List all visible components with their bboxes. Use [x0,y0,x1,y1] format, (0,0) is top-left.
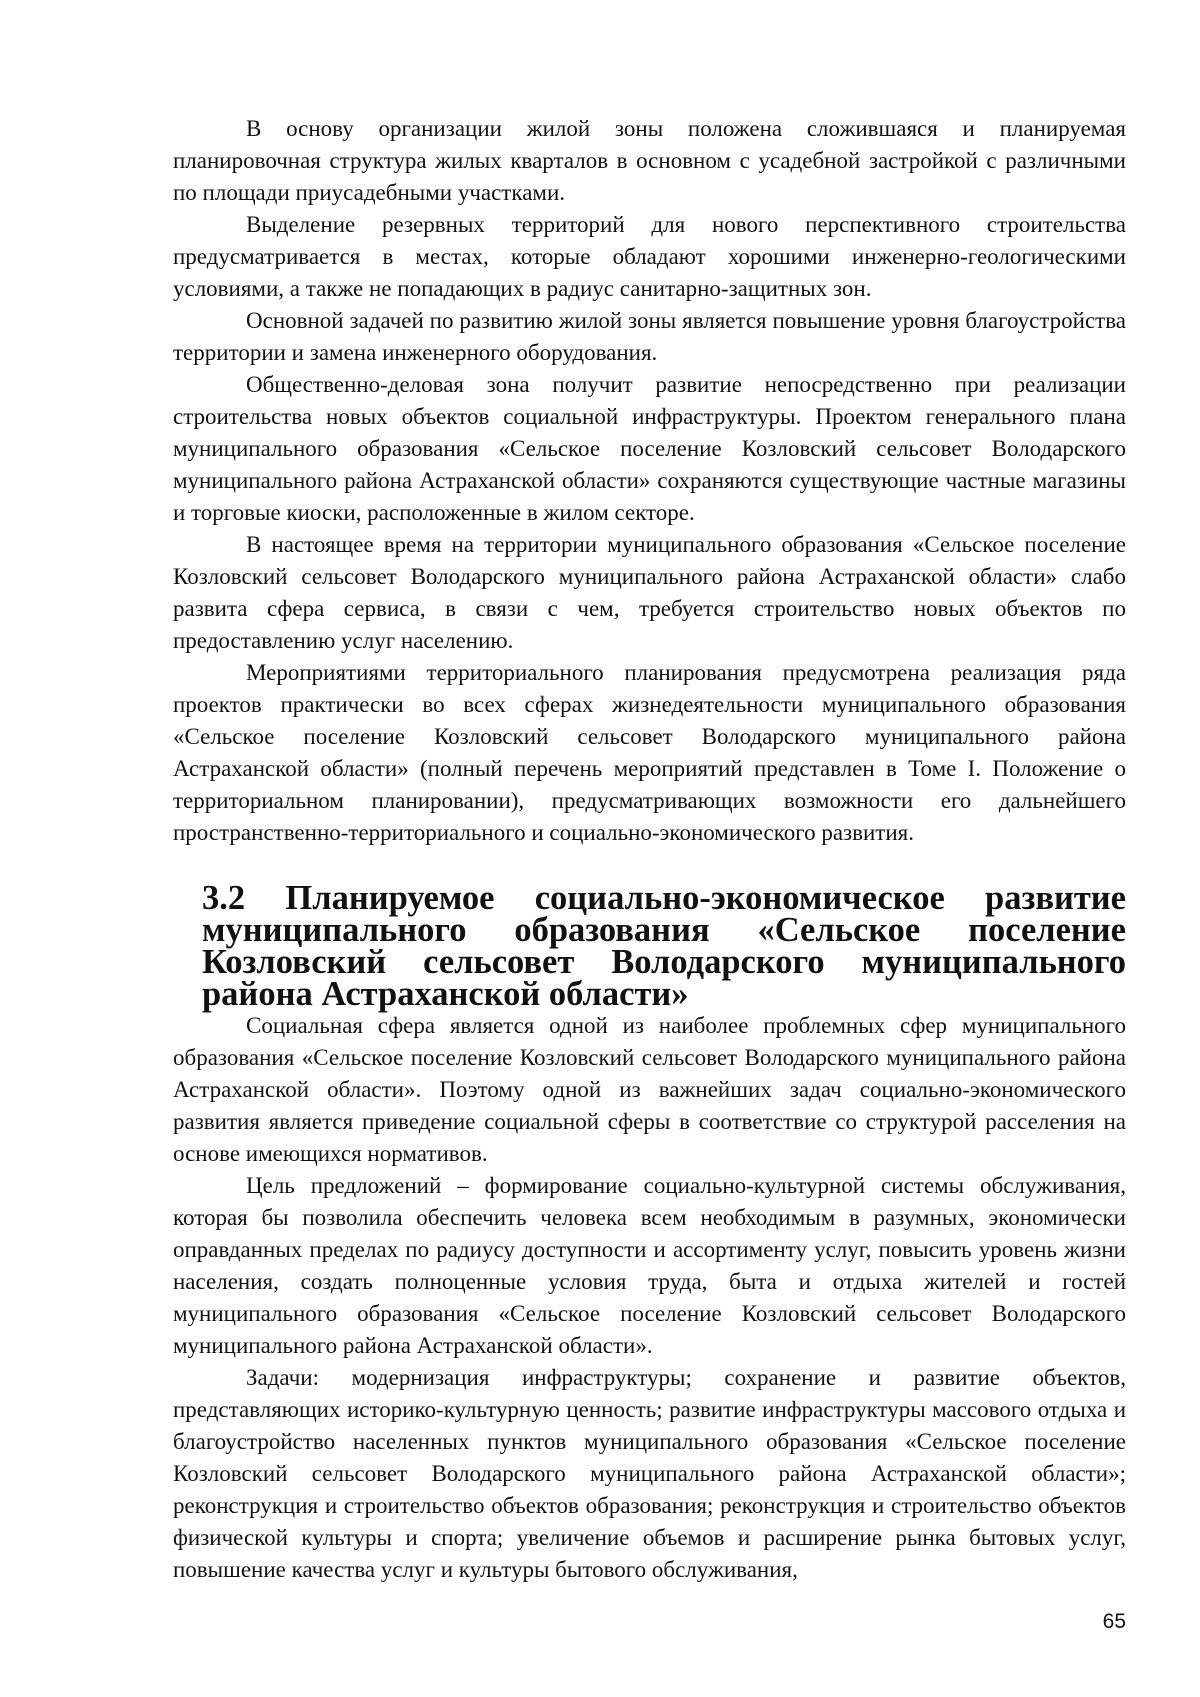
paragraph-proposals-goal: Цель предложений – формирование социально-культурной системы обслуживания, которая бы позволила обеспечить человека всем необходимым в разумных, экономически оправданных пределах по радиусу доступности и ассортименту услуг, повысить уровень жизни населения, создать полноценные условия труда, быта и отдыха жителей и гостей муниципального образования «Сельское поселение Козловский сельсовет Володарского муниципального района Астраханской области». [173,1173,1126,1358]
paragraph-service-sector: В настоящее время на территории муниципального образования «Сельское поселение Козловский сельсовет Володарского муниципального района Астраханской области» слабо развита сфера сервиса, в связи с чем, требуется строительство новых объектов по предоставлению услуг населению. [173,532,1126,653]
paragraph-social-sphere: Социальная сфера является одной из наиболее проблемных сфер муниципального образования «Сельское поселение Козловский сельсовет Володарского муниципального района Астраханской области». Поэтому одной из важнейших задач социально-экономического развития является приведение социальной сферы в соответствие со структурой расселения на основе имеющихся нормативов. [173,1013,1126,1166]
page-body [173,113,1126,1586]
paragraph-residential-zone-task: Основной задачей по развитию жилой зоны является повышение уровня благоустройства территории и замена инженерного оборудования. [173,308,1126,365]
section-heading-3-2: 3.2 Планируемое социально-экономическое развитие муниципального образования «Сельское поселение Козловский сельсовет Володарского муниципального района Астраханской области» [202,879,1126,1013]
paragraph-tasks: Задачи: модернизация инфраструктуры; сохранение и развитие объектов, представляющих историко-культурную ценность; развитие инфраструктуры массового отдыха и благоустройство населенных пунктов муниципального образования «Сельское поселение Козловский сельсовет Володарского муниципального района Астраханской области»; реконструкция и строительство объектов образования; реконструкция и строительство объектов физической культуры и спорта; увеличение объемов и расширение рынка бытовых услуг, повышение качества услуг и культуры бытового обслуживания, [173,1365,1126,1582]
paragraph-planning-measures: Мероприятиями территориального планирования предусмотрена реализация ряда проектов практически во всех сферах жизнедеятельности муниципального образования «Сельское поселение Козловский сельсовет Володарского муниципального района Астраханской области» (полный перечень мероприятий представлен в Томе I. Положение о территориальном планировании), предусматривающих возможности его дальнейшего пространственно-территориального и социально-экономического развития. [173,660,1126,845]
paragraph-residential-zone-basis: В основу организации жилой зоны положена сложившаяся и планируемая планировочная структура жилых кварталов в основном с усадебной застройкой с различными по площади приусадебными участками. [173,116,1126,205]
paragraph-public-business-zone: Общественно-деловая зона получит развитие непосредственно при реализации строительства новых объектов социальной инфраструктуры. Проектом генерального плана муниципального образования «Сельское поселение Козловский сельсовет Володарского муниципального района Астраханской области» сохраняются существующие частные магазины и торговые киоски, расположенные в жилом секторе. [173,372,1126,525]
page-number: 65 [1102,1610,1126,1633]
paragraph-reserve-territories: Выделение резервных территорий для нового перспективного строительства предусматривается в местах, которые обладают хорошими инженерно-геологическими условиями, а также не попадающих в радиус санитарно-защитных зон. [173,212,1126,301]
